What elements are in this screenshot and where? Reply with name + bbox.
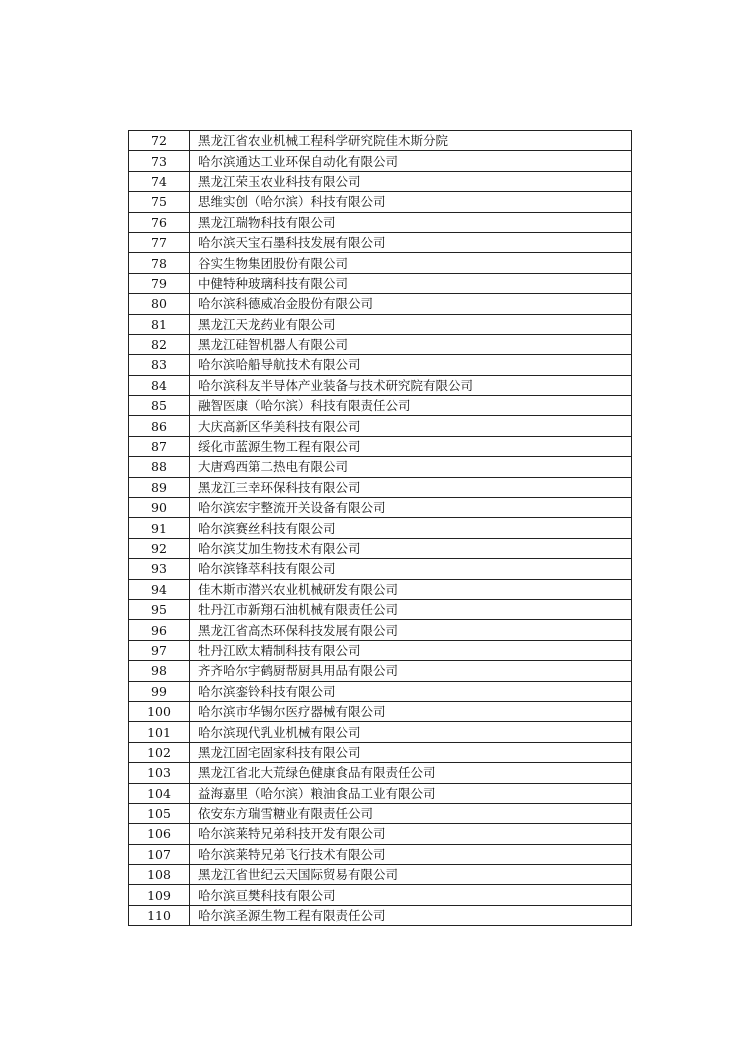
table-row [129, 396, 632, 416]
company-name-cell: 黑龙江天龙药业有限公司 [190, 314, 632, 334]
row-number-cell: 76 [129, 212, 190, 232]
row-number-cell: 101 [129, 722, 190, 742]
table-row [129, 416, 632, 436]
row-number-cell: 91 [129, 518, 190, 538]
table-row [129, 681, 632, 701]
company-name-cell: 哈尔滨莱特兄弟飞行技术有限公司 [190, 844, 632, 864]
table-row [129, 620, 632, 640]
table-row [129, 742, 632, 762]
company-name-cell: 黑龙江省农业机械工程科学研究院佳木斯分院 [190, 131, 632, 151]
table-row [129, 131, 632, 151]
company-name-cell: 哈尔滨圣源生物工程有限责任公司 [190, 905, 632, 925]
row-number-cell: 82 [129, 334, 190, 354]
row-number-cell: 106 [129, 824, 190, 844]
table-row [129, 640, 632, 660]
company-name-cell: 佳木斯市潜兴农业机械研发有限公司 [190, 579, 632, 599]
table-row [129, 253, 632, 273]
row-number-cell: 83 [129, 355, 190, 375]
company-name-cell: 黑龙江硅智机器人有限公司 [190, 334, 632, 354]
company-name-cell: 大唐鸡西第二热电有限公司 [190, 457, 632, 477]
row-number-cell: 100 [129, 701, 190, 721]
table-row [129, 294, 632, 314]
table-row [129, 783, 632, 803]
table-row [129, 661, 632, 681]
table-row [129, 273, 632, 293]
table-row [129, 599, 632, 619]
table-row [129, 905, 632, 925]
row-number-cell: 95 [129, 599, 190, 619]
row-number-cell: 96 [129, 620, 190, 640]
row-number-cell: 109 [129, 885, 190, 905]
company-name-cell: 哈尔滨宏宇整流开关设备有限公司 [190, 498, 632, 518]
table-row [129, 375, 632, 395]
table-row [129, 355, 632, 375]
table-row [129, 477, 632, 497]
row-number-cell: 77 [129, 232, 190, 252]
company-name-cell: 哈尔滨科德威冶金股份有限公司 [190, 294, 632, 314]
table-row [129, 498, 632, 518]
table-row [129, 457, 632, 477]
company-name-cell: 融智医康（哈尔滨）科技有限责任公司 [190, 396, 632, 416]
table-row [129, 192, 632, 212]
row-number-cell: 72 [129, 131, 190, 151]
row-number-cell: 107 [129, 844, 190, 864]
table-row [129, 151, 632, 171]
table-row [129, 722, 632, 742]
row-number-cell: 87 [129, 436, 190, 456]
company-name-cell: 绥化市蓝源生物工程有限公司 [190, 436, 632, 456]
company-name-cell: 哈尔滨天宝石墨科技发展有限公司 [190, 232, 632, 252]
row-number-cell: 85 [129, 396, 190, 416]
company-name-cell: 牡丹江市新翔石油机械有限责任公司 [190, 599, 632, 619]
company-name-cell: 黑龙江省北大荒绿色健康食品有限责任公司 [190, 763, 632, 783]
company-name-cell: 大庆高新区华美科技有限公司 [190, 416, 632, 436]
table-row [129, 803, 632, 823]
table-row [129, 559, 632, 579]
company-name-cell: 思维实创（哈尔滨）科技有限公司 [190, 192, 632, 212]
row-number-cell: 78 [129, 253, 190, 273]
table-row [129, 763, 632, 783]
company-name-cell: 哈尔滨莱特兄弟科技开发有限公司 [190, 824, 632, 844]
row-number-cell: 81 [129, 314, 190, 334]
company-name-cell: 黑龙江省高杰环保科技发展有限公司 [190, 620, 632, 640]
company-name-cell: 黑龙江固宅固家科技有限公司 [190, 742, 632, 762]
company-name-cell: 谷实生物集团股份有限公司 [190, 253, 632, 273]
table-row [129, 885, 632, 905]
row-number-cell: 103 [129, 763, 190, 783]
table-row [129, 314, 632, 334]
company-name-cell: 哈尔滨现代乳业机械有限公司 [190, 722, 632, 742]
table-row [129, 232, 632, 252]
company-name-cell: 中健特种玻璃科技有限公司 [190, 273, 632, 293]
row-number-cell: 79 [129, 273, 190, 293]
company-name-cell: 齐齐哈尔宇鹤厨帮厨具用品有限公司 [190, 661, 632, 681]
table-row [129, 436, 632, 456]
row-number-cell: 99 [129, 681, 190, 701]
row-number-cell: 84 [129, 375, 190, 395]
company-name-cell: 牡丹江欧太精制科技有限公司 [190, 640, 632, 660]
company-name-cell: 哈尔滨哈船导航技术有限公司 [190, 355, 632, 375]
row-number-cell: 102 [129, 742, 190, 762]
row-number-cell: 104 [129, 783, 190, 803]
row-number-cell: 93 [129, 559, 190, 579]
row-number-cell: 105 [129, 803, 190, 823]
company-name-cell: 哈尔滨科友半导体产业装备与技术研究院有限公司 [190, 375, 632, 395]
row-number-cell: 86 [129, 416, 190, 436]
company-name-cell: 哈尔滨赛丝科技有限公司 [190, 518, 632, 538]
table-row [129, 824, 632, 844]
company-name-cell: 黑龙江三幸环保科技有限公司 [190, 477, 632, 497]
table-row [129, 701, 632, 721]
company-name-cell: 黑龙江省世纪云天国际贸易有限公司 [190, 865, 632, 885]
company-name-cell: 哈尔滨通达工业环保自动化有限公司 [190, 151, 632, 171]
company-name-cell: 依安东方瑞雪糖业有限责任公司 [190, 803, 632, 823]
company-list-table [128, 130, 632, 926]
table-row [129, 212, 632, 232]
row-number-cell: 89 [129, 477, 190, 497]
table-row [129, 171, 632, 191]
company-name-cell: 哈尔滨銮铃科技有限公司 [190, 681, 632, 701]
row-number-cell: 88 [129, 457, 190, 477]
company-name-cell: 黑龙江瑞物科技有限公司 [190, 212, 632, 232]
row-number-cell: 73 [129, 151, 190, 171]
row-number-cell: 92 [129, 538, 190, 558]
row-number-cell: 75 [129, 192, 190, 212]
company-name-cell: 黑龙江荣玉农业科技有限公司 [190, 171, 632, 191]
table-row [129, 518, 632, 538]
row-number-cell: 90 [129, 498, 190, 518]
row-number-cell: 74 [129, 171, 190, 191]
table-row [129, 844, 632, 864]
row-number-cell: 98 [129, 661, 190, 681]
table-row [129, 579, 632, 599]
row-number-cell: 94 [129, 579, 190, 599]
company-list-table-wrapper [128, 130, 632, 926]
table-row [129, 538, 632, 558]
row-number-cell: 97 [129, 640, 190, 660]
company-name-cell: 益海嘉里（哈尔滨）粮油食品工业有限公司 [190, 783, 632, 803]
company-name-cell: 哈尔滨市华锡尔医疗器械有限公司 [190, 701, 632, 721]
row-number-cell: 108 [129, 865, 190, 885]
company-name-cell: 哈尔滨艾加生物技术有限公司 [190, 538, 632, 558]
table-row [129, 334, 632, 354]
company-name-cell: 哈尔滨亘樊科技有限公司 [190, 885, 632, 905]
company-name-cell: 哈尔滨锋萃科技有限公司 [190, 559, 632, 579]
row-number-cell: 110 [129, 905, 190, 925]
row-number-cell: 80 [129, 294, 190, 314]
table-row [129, 865, 632, 885]
table-body [129, 131, 632, 926]
